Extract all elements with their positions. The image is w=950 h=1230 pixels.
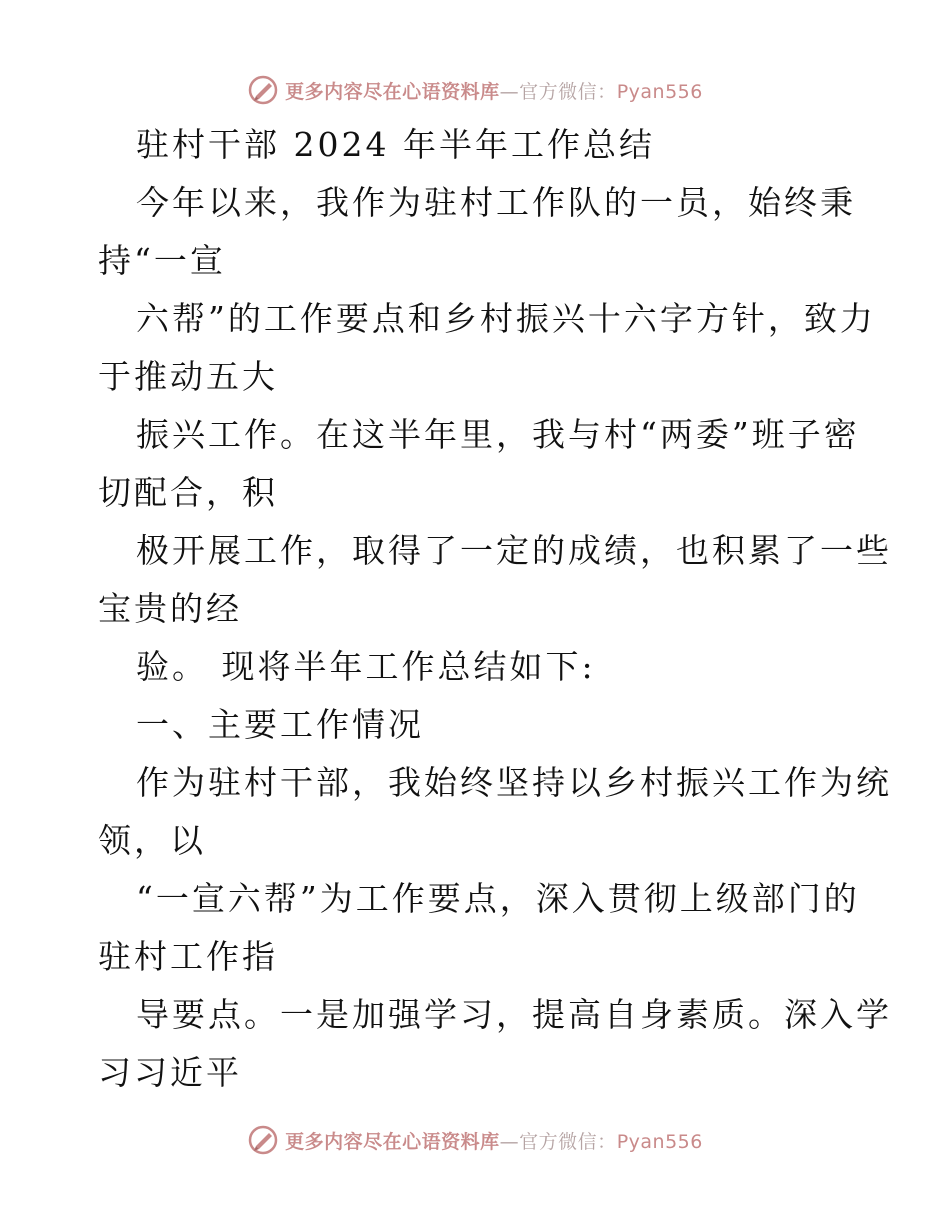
text-line: 于推动五大 [98,357,278,396]
document-title: 驻村干部 2024 年半年工作总结 [136,125,655,164]
text-line: 作为驻村干部，我始终坚持以乡村振兴工作为统 [136,763,892,802]
text-line: 六帮”的工作要点和乡村振兴十六字方针，致力 [136,299,876,338]
text-line: 极开展工作，取得了一定的成绩，也积累了一些 [136,531,892,570]
text-line: 持“一宣 [98,241,226,280]
text-line: 验。 现将半年工作总结如下: [136,647,596,686]
section-heading: 一、主要工作情况 [136,705,424,744]
text-line: 宝贵的经 [98,589,242,628]
text-line: 今年以来，我作为驻村工作队的一员，始终秉 [136,183,856,222]
pen-seal-icon [247,1124,279,1156]
pen-seal-icon [247,74,279,106]
document-body [98,116,892,1102]
text-line: 振兴工作。在这半年里，我与村“两委”班子密 [136,415,860,454]
text-line: 导要点。一是加强学习，提高自身素质。深入学 [136,995,892,1034]
watermark-text: 更多内容尽在心语资料库—官方微信：Pyan556 [285,1130,703,1153]
text-line: 习习近平 [98,1053,242,1092]
watermark-text: 更多内容尽在心语资料库—官方微信：Pyan556 [285,80,703,103]
text-line: 切配合，积 [98,473,278,512]
footer-watermark [0,1120,950,1160]
header-watermark [0,70,950,110]
text-line: “一宣六帮”为工作要点，深入贯彻上级部门的 [136,879,860,918]
text-line: 驻村工作指 [98,937,278,976]
text-line: 领，以 [98,821,206,860]
